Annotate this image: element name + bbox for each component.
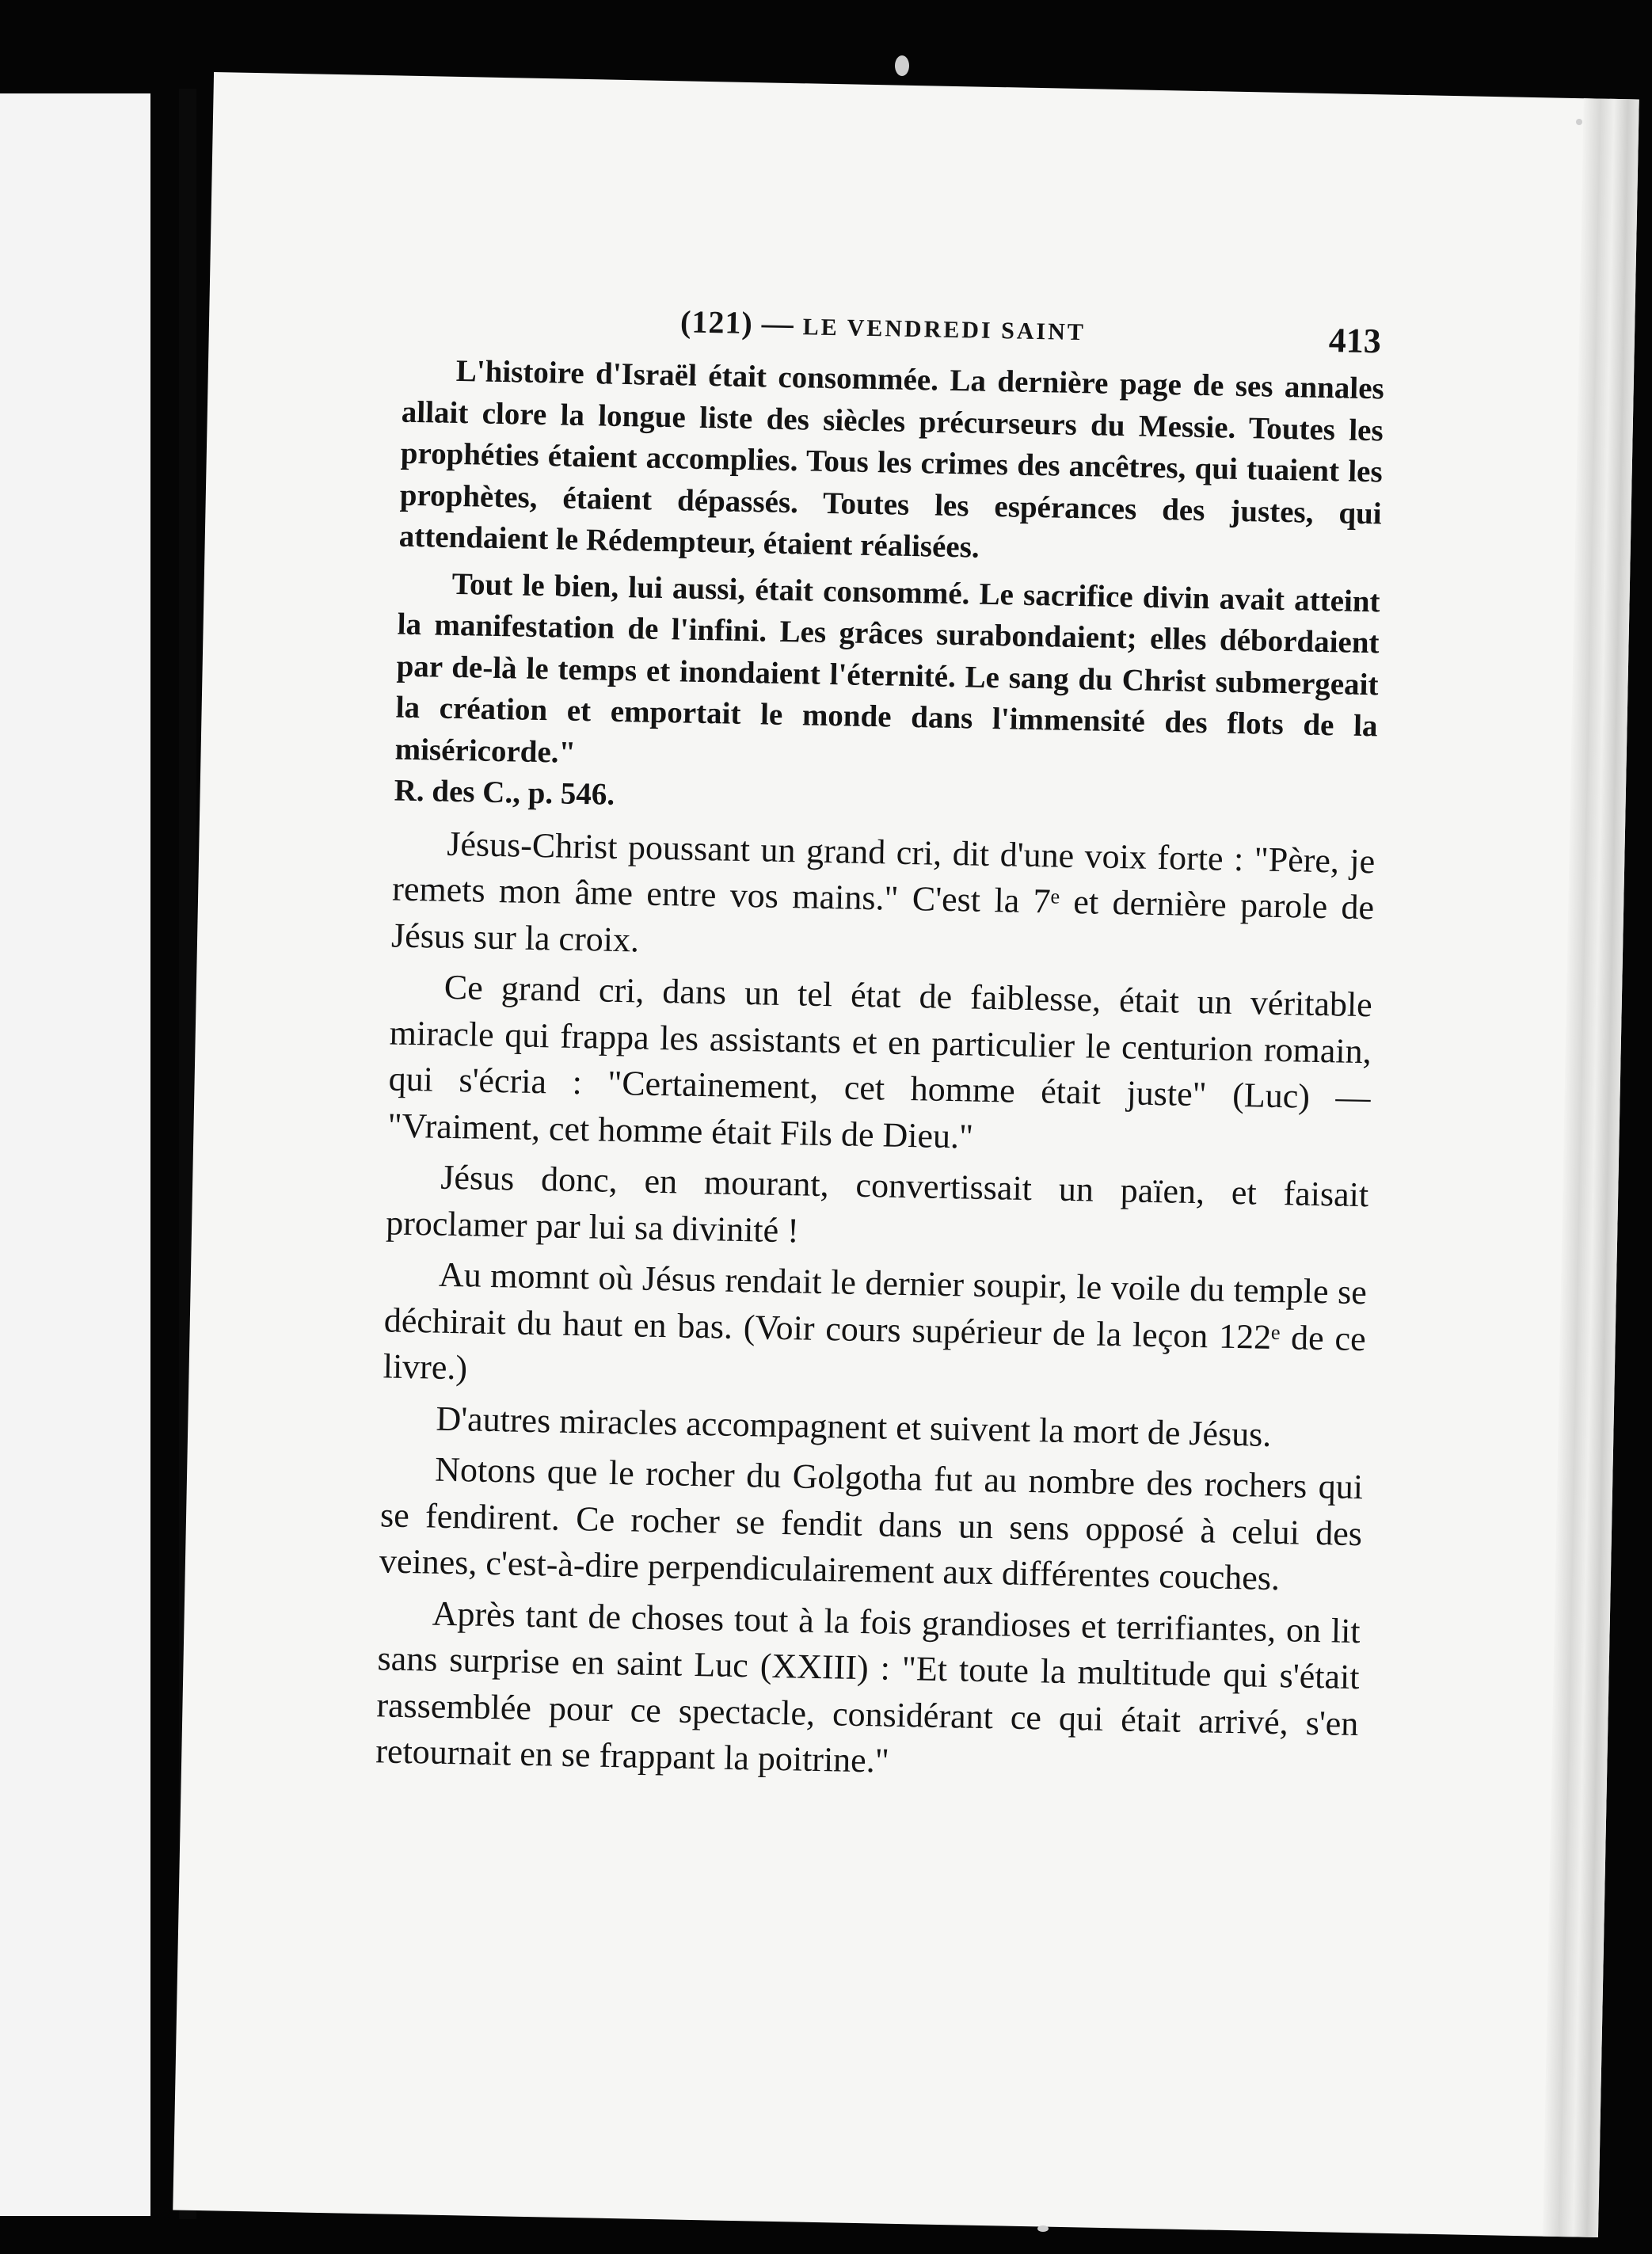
lesson-number: (121) (679, 303, 754, 341)
page-edge-shading (1543, 98, 1639, 2237)
scan-speck (1576, 119, 1582, 125)
paragraph: D'autres miracles accompagnent et suivent la mort de Jésus. (436, 1399, 1272, 1454)
running-head (680, 303, 1087, 348)
page-body (375, 350, 1384, 1799)
book-page (173, 72, 1639, 2237)
header-dash: — (761, 305, 795, 342)
paragraph: Jésus-Christ poussant un grand cri, dit d'une voix forte : "Père, je remets mon âme entre vos mains." C'est la 7ᵉ et dernière parole de Jésus sur la croix. (390, 824, 1376, 959)
paragraph: L'histoire d'Israël était consommée. La dernière page de ses annales allait clore la longue liste des siècles précurseurs du Messie. Toutes les prophéties étaient accomplies. Tous les crimes des ancêtres, qui tuaient les prophètes, étaient dépassés. Toutes les espérances des justes, qui attendaient le Rédempteur, étaient réalisées. (398, 353, 1385, 565)
citation: R. des C., p. 546. (394, 773, 615, 812)
lesson-title: LE VENDREDI SAINT (802, 314, 1087, 346)
paragraph: Au momnt où Jésus rendait le dernier soupir, le voile du temple se déchirait du haut en bas. (Voir cours supérieur de la leçon 122ᵉ de ce livre.) (383, 1255, 1368, 1388)
paragraph: Ce grand cri, dans un tel état de faiblesse, était un véritable miracle qui frappa les assistants et en particulier le centurion romain, qui s'écria : "Certainement, cet homme était juste" (Luc) — "Vraiment, cet homme était Fils de Dieu." (387, 967, 1373, 1156)
left-page-edge (0, 93, 150, 2216)
paragraph: Après tant de choses tout à la fois grandioses et terrifiantes, on lit sans surprise en saint Luc (XXIII) : "Et toute la multitude qui s'était rassemblée pour ce spectacle, considérant ce qui était arrivé, s'en retournait en se frappant la poitrine." (375, 1593, 1361, 1780)
scan-speck (895, 55, 909, 76)
page-number: 413 (1328, 321, 1382, 361)
scan-speck (1037, 2225, 1049, 2232)
running-header (209, 294, 1382, 364)
paragraph: Jésus donc, en mourant, convertissait un païen, et faisait proclamer par lui sa divinité ! (385, 1157, 1369, 1250)
paragraph: Notons que le rocher du Golgotha fut au nombre des rochers qui se fendirent. Ce rocher se fendit dans un sens opposé à celui des veines, c'est-à-dire perpendiculairement aux différentes couches. (379, 1449, 1364, 1598)
paragraph: Tout le bien, lui aussi, était consommé. Le sacrifice divin avait atteint la manifestation de l'infini. Les grâces surabondaient; elles débordaient par de-là le temps et inondaient l'éternité. Le sang du Christ submergeait la création et emportait le monde dans l'immensité des flots de la miséricorde." (394, 566, 1380, 770)
